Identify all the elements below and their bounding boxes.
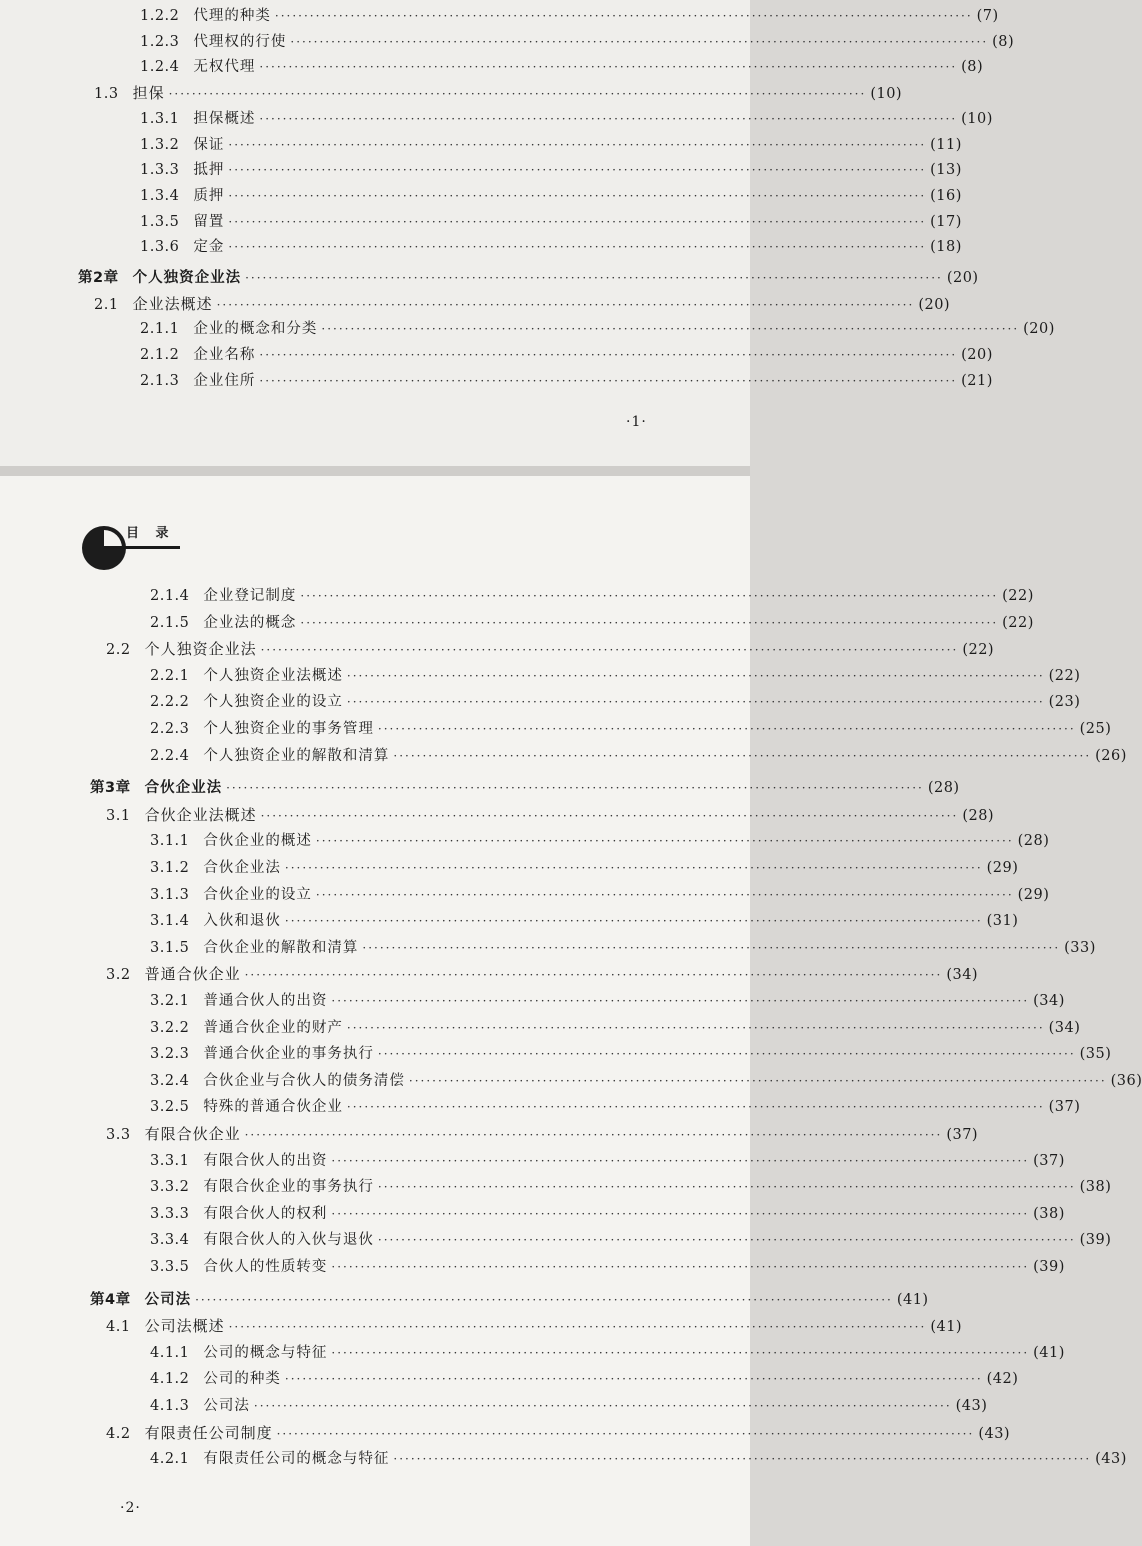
toc-entry-number: 3.2.3 xyxy=(150,1046,190,1063)
toc-entry-page: (11) xyxy=(930,136,962,153)
toc-entry-title: 普通合伙企业的财产 xyxy=(203,1019,343,1036)
toc-entry-sub xyxy=(150,586,1034,606)
toc-entry-page: (20) xyxy=(961,347,993,364)
toc-entry-page: (20) xyxy=(946,270,979,286)
dot-leader: ························································································································ xyxy=(346,668,1045,683)
dot-leader: ························································································································ xyxy=(315,834,1014,849)
dot-leader: ························································································································ xyxy=(259,373,958,388)
toc-entry-number: 2.1.5 xyxy=(150,614,190,631)
toc-entry-title: 合伙企业的解散和清算 xyxy=(203,939,359,956)
dot-leader: ························································································································ xyxy=(259,60,958,75)
toc-entry-sub xyxy=(140,345,993,365)
toc-entry-page: (8) xyxy=(961,59,984,76)
toc-entry-number: 2.1.3 xyxy=(140,372,180,389)
dot-leader: ························································································································ xyxy=(228,188,927,203)
toc-entry-page: (8) xyxy=(992,33,1015,50)
toc-entry-title: 定金 xyxy=(193,239,225,256)
dot-leader: ························································································································ xyxy=(331,1206,1030,1221)
toc-entry-sub xyxy=(140,57,984,77)
toc-entry-number: 3.1.3 xyxy=(150,886,190,903)
toc-entry-title: 个人独资企业法 xyxy=(144,640,257,659)
toc-entry-number: 3.3.5 xyxy=(150,1259,190,1275)
toc-entry-title: 保证 xyxy=(193,136,225,153)
toc-entry-page: (39) xyxy=(1079,1232,1112,1249)
toc-entry-number: 4.2 xyxy=(106,1425,131,1442)
toc-entry-section xyxy=(94,294,951,314)
toc-entry-page: (29) xyxy=(1017,886,1050,903)
toc-entry-number: 2.2.2 xyxy=(150,694,190,711)
dot-leader: ························································································································ xyxy=(331,1345,1030,1360)
toc-entry-title: 公司法概述 xyxy=(144,1317,225,1336)
toc-entry-sub xyxy=(150,1257,1065,1277)
toc-entry-page: (13) xyxy=(930,162,962,179)
toc-entry-number: 第3章 xyxy=(90,780,131,797)
dot-leader: ························································································································ xyxy=(244,1128,943,1142)
toc-entry-sub xyxy=(150,991,1065,1011)
toc-entry-number: 3.1.1 xyxy=(150,833,190,850)
toc-entry-page: (20) xyxy=(1023,321,1055,338)
toc-entry-section xyxy=(106,639,995,659)
toc-entry-number: 3.2.1 xyxy=(150,993,190,1009)
toc-entry-section xyxy=(106,1124,979,1144)
toc-entry-title: 企业的概念和分类 xyxy=(193,321,318,338)
toc-entry-sub xyxy=(140,186,962,206)
header-rule xyxy=(104,546,180,549)
toc-entry-number: 2.2.3 xyxy=(150,721,190,737)
toc-entry-title: 有限责任公司的概念与特征 xyxy=(203,1451,390,1468)
dot-leader: ························································································································ xyxy=(362,940,1061,955)
toc-entry-sub xyxy=(150,938,1096,958)
dot-leader: ························································································································ xyxy=(284,861,983,875)
toc-entry-section xyxy=(106,1423,1011,1443)
dot-leader: ························································································································ xyxy=(346,1020,1045,1035)
toc-entry-title: 普通合伙人的出资 xyxy=(203,993,328,1009)
dot-leader: ························································································································ xyxy=(331,994,1030,1008)
toc-entry-title: 个人独资企业法 xyxy=(132,270,242,286)
toc-entry-title: 合伙企业法 xyxy=(203,860,281,876)
toc-entry-number: 4.1 xyxy=(106,1319,131,1336)
toc-entry-sub xyxy=(150,1071,1142,1091)
toc-entry-title: 留置 xyxy=(193,213,225,230)
toc-entry-title: 普通合伙企业的事务执行 xyxy=(203,1046,374,1063)
dot-leader: ························································································································ xyxy=(195,1292,893,1307)
toc-entry-sub xyxy=(150,911,1019,931)
toc-entry-page: (26) xyxy=(1095,747,1127,764)
toc-entry-sub xyxy=(150,613,1034,633)
toc-entry-title: 企业名称 xyxy=(193,347,256,364)
toc-entry-page: (38) xyxy=(1079,1179,1112,1196)
toc-entry-number: 1.2.3 xyxy=(140,33,180,50)
dot-leader: ························································································································ xyxy=(377,1180,1076,1195)
toc-entry-page: (41) xyxy=(930,1319,963,1336)
toc-entry-page: (21) xyxy=(961,372,993,389)
toc-entry-number: 3.3.3 xyxy=(150,1205,190,1222)
toc-entry-title: 入伙和退伙 xyxy=(203,913,281,930)
toc-entry-page: (28) xyxy=(927,780,960,797)
toc-entry-number: 1.3 xyxy=(94,86,119,103)
toc-entry-chapter xyxy=(78,268,979,288)
toc-entry-page: (17) xyxy=(930,213,962,230)
toc-entry-number: 2.2.4 xyxy=(150,747,190,764)
toc-entry-number: 3.3 xyxy=(106,1127,131,1143)
dot-leader: ························································································································ xyxy=(331,1260,1030,1274)
dot-leader: ························································································································ xyxy=(216,297,915,312)
dot-leader: ························································································································ xyxy=(260,643,959,658)
toc-entry-page: (43) xyxy=(978,1425,1011,1442)
toc-entry-number: 3.2.5 xyxy=(150,1099,190,1116)
dot-leader: ························································································································ xyxy=(408,1073,1107,1088)
toc-entry-number: 4.1.3 xyxy=(150,1398,190,1414)
toc-entry-number: 2.1.4 xyxy=(150,588,190,604)
toc-entry-sub xyxy=(150,1044,1112,1064)
toc-entry-number: 3.2.2 xyxy=(150,1019,190,1036)
toc-entry-title: 企业法的概念 xyxy=(203,614,297,631)
toc-entry-title: 担保 xyxy=(132,84,165,103)
toc-entry-sub xyxy=(150,1369,1019,1389)
toc-entry-number: 2.1.2 xyxy=(140,347,180,364)
toc-entry-section xyxy=(94,83,903,103)
dot-leader: ························································································································ xyxy=(259,348,958,363)
toc-entry-number: 3.1 xyxy=(106,807,131,824)
toc-entry-title: 特殊的普通合伙企业 xyxy=(203,1099,343,1116)
toc-entry-page: (33) xyxy=(1064,939,1096,956)
toc-entry-title: 抵押 xyxy=(193,162,225,179)
toc-entry-title: 有限合伙人的入伙与退伙 xyxy=(203,1232,374,1249)
dot-leader: ························································································································ xyxy=(377,722,1076,736)
dot-leader: ························································································································ xyxy=(346,695,1045,710)
toc-entry-sub xyxy=(140,109,993,129)
contents-header-label: 目 录 xyxy=(126,526,175,541)
dot-leader: ························································································································ xyxy=(274,9,973,23)
toc-entry-page: (29) xyxy=(986,860,1019,876)
toc-entry-number: 3.2 xyxy=(106,967,131,984)
toc-entry-number: 4.1.2 xyxy=(150,1371,190,1388)
toc-entry-sub xyxy=(150,746,1127,766)
toc-entry-sub xyxy=(140,135,962,155)
toc-entry-sub xyxy=(150,1177,1112,1197)
toc-entry-page: (22) xyxy=(1048,667,1081,684)
contents-header-logo xyxy=(80,520,180,572)
toc-entry-section xyxy=(106,1316,963,1336)
toc-entry-title: 代理权的行使 xyxy=(193,33,287,50)
toc-entry-number: 1.3.2 xyxy=(140,136,180,153)
toc-page-1 xyxy=(0,0,1055,466)
toc-entry-number: 2.1.1 xyxy=(140,321,180,338)
toc-entry-section xyxy=(106,964,979,984)
toc-entry-title: 担保概述 xyxy=(193,110,256,127)
toc-entry-number: 1.3.4 xyxy=(140,187,180,204)
toc-entry-page: (41) xyxy=(1033,1344,1065,1361)
toc-entry-page: (22) xyxy=(1002,588,1034,604)
dot-leader: ························································································································ xyxy=(228,214,927,229)
dot-leader: ························································································································ xyxy=(228,1320,927,1335)
dot-leader: ························································································································ xyxy=(228,137,927,152)
dot-leader: ························································································································ xyxy=(284,1372,983,1387)
toc-entry-number: 2.2.1 xyxy=(150,667,190,684)
dot-leader: ························································································································ xyxy=(377,1047,1076,1062)
toc-entry-page: (39) xyxy=(1033,1259,1065,1275)
toc-entry-title: 企业登记制度 xyxy=(203,588,297,604)
toc-entry-sub xyxy=(150,1097,1081,1117)
toc-entry-title: 个人独资企业的设立 xyxy=(203,694,343,711)
toc-entry-chapter xyxy=(90,778,960,798)
toc-entry-number: 3.3.4 xyxy=(150,1232,190,1249)
toc-entry-page: (43) xyxy=(1095,1451,1127,1468)
dot-leader: ························································································································ xyxy=(284,914,983,929)
toc-entry-title: 合伙企业的概述 xyxy=(203,833,312,850)
toc-entry-number: 1.3.3 xyxy=(140,162,180,179)
toc-entry-sub xyxy=(150,692,1081,712)
toc-entry-number: 第2章 xyxy=(78,270,119,286)
dot-leader: ························································································································ xyxy=(228,163,927,178)
toc-entry-number: 3.1.4 xyxy=(150,913,190,930)
toc-entry-title: 公司的种类 xyxy=(203,1371,281,1388)
dot-leader: ························································································································ xyxy=(321,322,1020,337)
toc-entry-page: (42) xyxy=(986,1371,1019,1388)
toc-entry-page: (7) xyxy=(976,8,999,24)
toc-entry-title: 个人独资企业法概述 xyxy=(203,667,343,684)
toc-entry-page: (25) xyxy=(1079,721,1112,737)
toc-entry-page: (10) xyxy=(961,110,993,127)
toc-entry-number: 1.3.1 xyxy=(140,110,180,127)
toc-entry-page: (22) xyxy=(1002,614,1034,631)
toc-entry-page: (20) xyxy=(918,296,951,313)
toc-entry-title: 有限合伙企业 xyxy=(144,1125,241,1143)
toc-entry-sub xyxy=(150,1449,1127,1469)
dot-leader: ························································································································ xyxy=(331,1153,1030,1168)
toc-entry-sub xyxy=(150,666,1081,686)
dot-leader: ························································································································ xyxy=(300,589,999,603)
toc-entry-title: 公司的概念与特征 xyxy=(203,1344,328,1361)
toc-entry-sub xyxy=(140,212,962,232)
toc-entry-title: 个人独资企业的解散和清算 xyxy=(203,747,390,764)
toc-entry-sub xyxy=(140,160,962,180)
toc-entry-section xyxy=(106,805,995,825)
toc-entry-number: 4.1.1 xyxy=(150,1344,190,1361)
dot-leader: ························································································································ xyxy=(168,87,867,102)
toc-entry-page: (31) xyxy=(986,913,1019,930)
toc-entry-sub xyxy=(150,1396,988,1416)
toc-entry-sub xyxy=(140,319,1055,339)
toc-entry-title: 合伙企业的设立 xyxy=(203,886,312,903)
toc-entry-page: (37) xyxy=(1048,1099,1081,1116)
toc-entry-page: (37) xyxy=(946,1127,979,1143)
dot-leader: ························································································································ xyxy=(259,111,958,126)
toc-entry-page: (37) xyxy=(1033,1152,1065,1169)
toc-entry-number: 第4章 xyxy=(90,1291,131,1308)
toc-entry-sub xyxy=(150,1151,1065,1171)
toc-entry-title: 合伙企业与合伙人的债务清偿 xyxy=(203,1072,405,1089)
toc-entry-number: 3.2.4 xyxy=(150,1072,190,1089)
toc-entry-sub xyxy=(150,1204,1065,1224)
dot-leader: ························································································································ xyxy=(393,1452,1092,1467)
page-folio: ·2· xyxy=(120,1500,141,1516)
toc-entry-title: 无权代理 xyxy=(193,59,256,76)
page-gap xyxy=(0,466,750,476)
toc-entry-title: 合伙企业法概述 xyxy=(144,805,257,824)
toc-entry-page: (36) xyxy=(1110,1072,1142,1089)
toc-entry-number: 1.2.4 xyxy=(140,59,180,76)
dot-leader: ························································································································ xyxy=(226,781,924,796)
toc-entry-page: (22) xyxy=(962,642,995,659)
toc-entry-sub xyxy=(150,1343,1065,1363)
dot-leader: ························································································································ xyxy=(300,615,999,630)
toc-entry-number: 2.1 xyxy=(94,296,119,313)
toc-entry-title: 代理的种类 xyxy=(193,8,271,24)
toc-entry-page: (35) xyxy=(1079,1046,1112,1063)
toc-entry-title: 有限合伙人的出资 xyxy=(203,1152,328,1169)
toc-entry-number: 3.3.1 xyxy=(150,1152,190,1169)
toc-entry-sub xyxy=(150,719,1112,739)
toc-entry-number: 3.1.5 xyxy=(150,939,190,956)
dot-leader: ························································································································ xyxy=(260,808,959,823)
toc-entry-page: (43) xyxy=(955,1398,988,1414)
toc-entry-sub xyxy=(140,371,993,391)
toc-entry-page: (41) xyxy=(896,1291,929,1308)
toc-entry-chapter xyxy=(90,1290,929,1310)
dot-leader: ························································································································ xyxy=(393,748,1092,763)
toc-entry-page: (23) xyxy=(1048,694,1081,711)
toc-entry-title: 质押 xyxy=(193,187,225,204)
toc-entry-sub xyxy=(150,831,1050,851)
toc-entry-number: 1.3.5 xyxy=(140,213,180,230)
toc-entry-page: (38) xyxy=(1033,1205,1065,1222)
toc-entry-page: (34) xyxy=(946,967,979,984)
toc-entry-sub xyxy=(140,6,999,26)
toc-entry-title: 公司法 xyxy=(203,1398,250,1414)
dot-leader: ························································································································ xyxy=(244,968,943,983)
dot-leader: ························································································································ xyxy=(377,1233,1076,1248)
dot-leader: ························································································································ xyxy=(245,271,943,285)
toc-entry-number: 3.3.2 xyxy=(150,1179,190,1196)
dot-leader: ························································································································ xyxy=(315,887,1014,902)
toc-entry-page: (16) xyxy=(930,187,962,204)
dot-leader: ························································································································ xyxy=(228,240,927,255)
toc-entry-title: 个人独资企业的事务管理 xyxy=(203,721,374,737)
toc-entry-sub xyxy=(140,237,962,257)
toc-entry-page: (10) xyxy=(870,86,903,103)
toc-entry-sub xyxy=(150,885,1050,905)
toc-entry-page: (18) xyxy=(930,239,962,256)
toc-entry-title: 有限责任公司制度 xyxy=(144,1423,273,1442)
toc-entry-sub xyxy=(150,858,1019,878)
toc-entry-page: (28) xyxy=(962,807,995,824)
toc-entry-number: 4.2.1 xyxy=(150,1451,190,1468)
toc-entry-title: 企业住所 xyxy=(193,372,256,389)
dot-leader: ························································································································ xyxy=(276,1426,975,1441)
toc-entry-sub xyxy=(150,1230,1112,1250)
toc-entry-title: 有限合伙人的权利 xyxy=(203,1205,328,1222)
toc-entry-title: 企业法概述 xyxy=(132,294,213,313)
toc-entry-title: 合伙企业法 xyxy=(144,780,223,797)
toc-entry-title: 公司法 xyxy=(144,1291,192,1308)
toc-entry-number: 3.1.2 xyxy=(150,860,190,876)
toc-entry-sub xyxy=(150,1018,1081,1038)
dot-leader: ························································································································ xyxy=(290,34,989,49)
toc-entry-page: (34) xyxy=(1048,1019,1081,1036)
toc-entry-number: 1.2.2 xyxy=(140,8,180,24)
toc-entry-number: 1.3.6 xyxy=(140,239,180,256)
toc-entry-sub xyxy=(140,32,1015,52)
toc-page-2 xyxy=(0,476,1142,1546)
page-folio: ·1· xyxy=(626,414,647,430)
toc-entry-page: (28) xyxy=(1017,833,1050,850)
toc-entry-number: 2.2 xyxy=(106,642,131,659)
dot-leader: ························································································································ xyxy=(346,1100,1045,1115)
toc-entry-title: 合伙人的性质转变 xyxy=(203,1259,328,1275)
toc-entry-title: 普通合伙企业 xyxy=(144,965,241,984)
toc-entry-title: 有限合伙企业的事务执行 xyxy=(203,1179,374,1196)
dot-leader: ························································································································ xyxy=(253,1399,952,1413)
toc-entry-page: (34) xyxy=(1033,993,1065,1009)
